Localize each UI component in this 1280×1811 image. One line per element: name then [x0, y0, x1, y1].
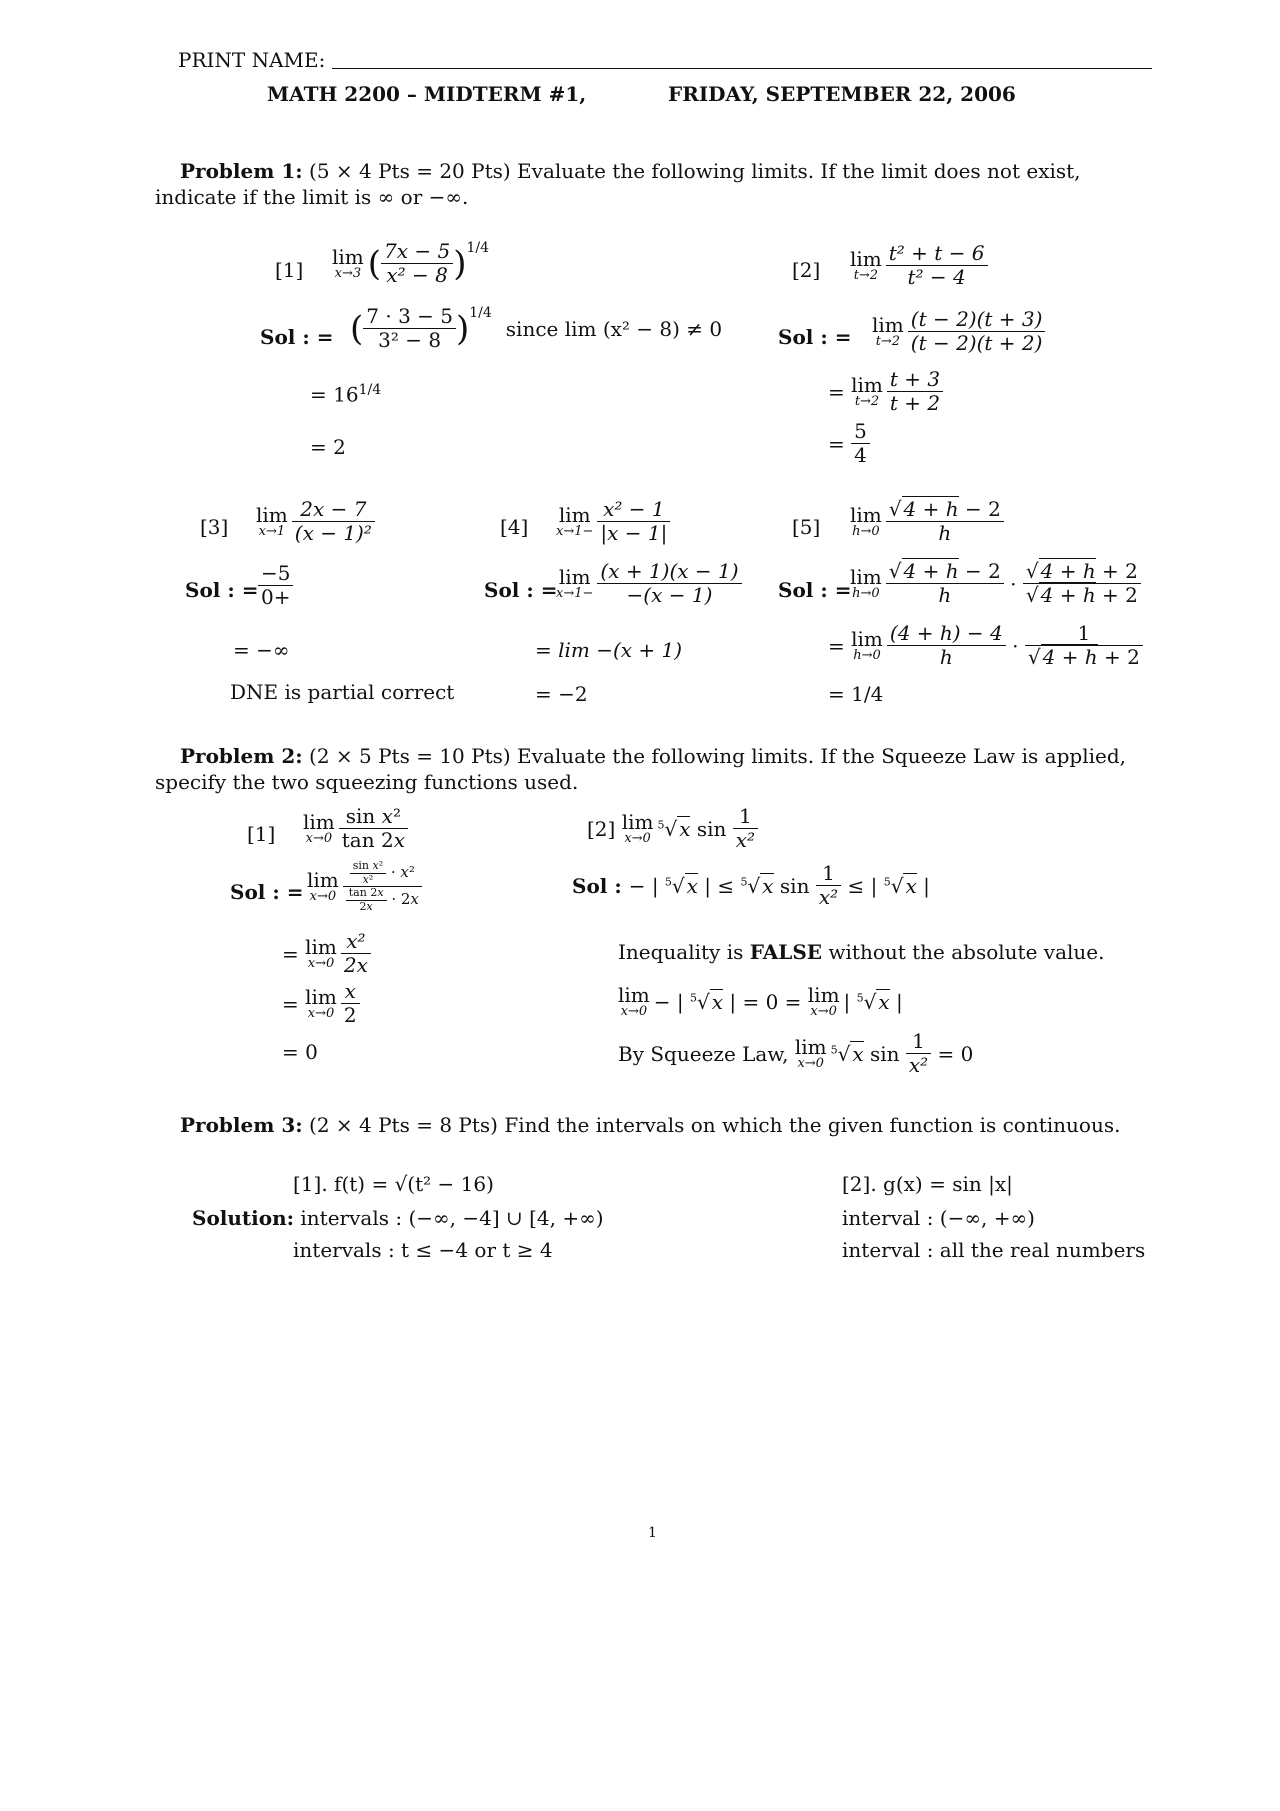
p2-item1-expr: lim x→0 $\frac{\text{sin x²}}{\tan 2x}$ [303, 805, 408, 852]
p2-item1-line3: = lim x→0 $\frac{x}{2}$ [282, 980, 360, 1027]
p2-item1-label: [1] [247, 822, 276, 846]
p1-item1-line2: = $16^{1/4}$ [310, 382, 382, 407]
p1-item5-expr: lim h→0 $\frac{√ 4 + h - 2}{h}$ [850, 498, 1004, 545]
p1-item4-label: [4] [500, 515, 529, 539]
problem3-text: (2 × 4 Pts = 8 Pts) Find the intervals on which the given function is continuous. [309, 1113, 1121, 1137]
p1-since-text: since lim (x² − 8) ≠ 0 [505, 316, 723, 341]
p1-item5-sol: Sol : = [778, 578, 852, 602]
p2-limit-equality: lim x→0 − | $^5$√ x | = 0 = lim x→0 | $^5$√ x | [618, 983, 903, 1019]
p1-item5-label: [5] [792, 515, 821, 539]
p3-item2-function: [2]. g(x) = sin |x| [842, 1172, 1013, 1196]
p1-item2-line3: = $\frac{5}{4}$ [828, 420, 870, 467]
p3-item1-solution: Solution: intervals : (−∞, −4] ∪ [4, +∞) [192, 1206, 604, 1230]
exam-date: FRIDAY, SEPTEMBER 22, 2006 [668, 82, 1016, 106]
problem3-label: Problem 3: [180, 1113, 303, 1137]
problem3-statement [155, 1112, 1160, 1138]
p1-item3-sol: Sol : = [185, 578, 259, 602]
p1-item2-label: [2] [792, 258, 821, 282]
p1-item4-line3: = −2 [535, 682, 588, 706]
p2-item2-sol-expr: Sol : − | $^5$√ x | ≤ $^5$√ x sin $\frac{1}{\text{x²}}$ ≤ | $^5$√ x | [572, 861, 930, 909]
p1-item1-sol: Sol : = [260, 325, 334, 349]
p3-item2-interval1: interval : (−∞, +∞) [842, 1206, 1035, 1230]
problem1-text: (5 × 4 Pts = 20 Pts) Evaluate the following limits. If the limit does not exist, indicate if the limit is ∞ or −∞. [155, 159, 1081, 209]
print-name-label: PRINT NAME: [178, 48, 326, 72]
p1-item4-line2: = lim −(x + 1) [535, 638, 683, 662]
p1-item2-sol: Sol : = [778, 325, 852, 349]
p1-item4-sol-expr: lim x→1− $\frac{(x + 1)(x - 1)}{-(x - 1)}$ [556, 560, 742, 607]
p1-item1-line3: = 2 [310, 435, 346, 459]
p1-item2-expr: lim t→2 $\frac{\text{t² + t − 6}}{\text{t² − 4}}$ [850, 242, 988, 289]
p1-item1-sol-expr: ( $\frac{7 \cdot 3 - 5}{\text{3² − 8}}$ ) $^{1/4}$ since lim (x² − 8) ≠ 0 [350, 304, 723, 352]
print-name-line[interactable] [332, 68, 1152, 69]
p1-item3-label: [3] [200, 515, 229, 539]
p1-item5-sol-expr: lim h→0 $\frac{√ 4 + h - 2}{h}$ · $\frac{√ 4 + h + 2}{√ 4 + h + 2}$ [850, 560, 1141, 607]
p1-item2-sol-expr: lim t→2 $\frac{(t - 2)(t + 3)}{(t - 2)(t + 2)}$ [872, 308, 1045, 355]
p2-item1-sol: Sol : = [230, 880, 304, 904]
p1-item3-expr: lim x→1 $\frac{2x - 7}{\text{(x − 1)²}}$ [256, 498, 375, 545]
p2-squeeze-conclusion: By Squeeze Law, lim x→0 $^5$√ x sin $\frac{1}{\text{x²}}$ = 0 [618, 1029, 974, 1077]
p1-item3-note: DNE is partial correct [230, 680, 455, 704]
p1-item5-line2: = lim h→0 $\frac{(4 + h) - 4}{h}$ · $\frac{1}{√ 4 + h + 2}$ [828, 622, 1143, 669]
p2-inequality-note: Inequality is FALSE without the absolute value. [618, 940, 1105, 964]
p1-item3-sol-expr: $\frac{-5}{0+}$ [258, 562, 293, 609]
p1-item1-label: [1] [275, 258, 304, 282]
p2-item1-line2: = lim x→0 $\frac{\text{x²}}{2x}$ [282, 930, 371, 977]
p1-item1-expr: lim x→3 ( $\frac{7x - 5}{\text{x² − 8}}$ ) $^{1/4}$ [332, 239, 490, 287]
problem1-label: Problem 1: [180, 159, 303, 183]
p3-item2-interval2: interval : all the real numbers [842, 1238, 1146, 1262]
p2-item1-sol-expr: lim x→0 $\frac{\text{sin x²}}{\text{x²}}$ · x² $\frac{\tan 2x}{2x}$ · 2x [307, 860, 422, 914]
p1-item3-line2: = −∞ [233, 638, 290, 662]
p2-item2-expr: [2] lim x→0 $^5$√ x sin $\frac{1}{\text{x²}}$ [587, 805, 758, 852]
p1-item2-line2: = lim t→2 $\frac{t + 3}{t + 2}$ [828, 368, 943, 415]
page-number: 1 [648, 1525, 657, 1541]
problem2-label: Problem 2: [180, 744, 303, 768]
problem2-text: (2 × 5 Pts = 10 Pts) Evaluate the following limits. If the Squeeze Law is applied, specify the two squeezing functions used. [155, 744, 1126, 794]
problem1-statement [155, 158, 1160, 210]
p3-item1-interval2: intervals : t ≤ −4 or t ≥ 4 [293, 1238, 553, 1262]
p1-item5-line3: = 1/4 [828, 682, 884, 706]
p1-item4-sol: Sol : = [484, 578, 558, 602]
p2-item1-line4: = 0 [282, 1040, 318, 1064]
p3-item1-function: [1]. f(t) = √(t² − 16) [293, 1172, 494, 1196]
p1-item4-expr: lim x→1− $\frac{\text{x² − 1}}{|x - 1|}$ [556, 498, 670, 545]
problem2-statement [155, 743, 1160, 795]
exam-title: MATH 2200 – MIDTERM #1, [267, 82, 587, 106]
